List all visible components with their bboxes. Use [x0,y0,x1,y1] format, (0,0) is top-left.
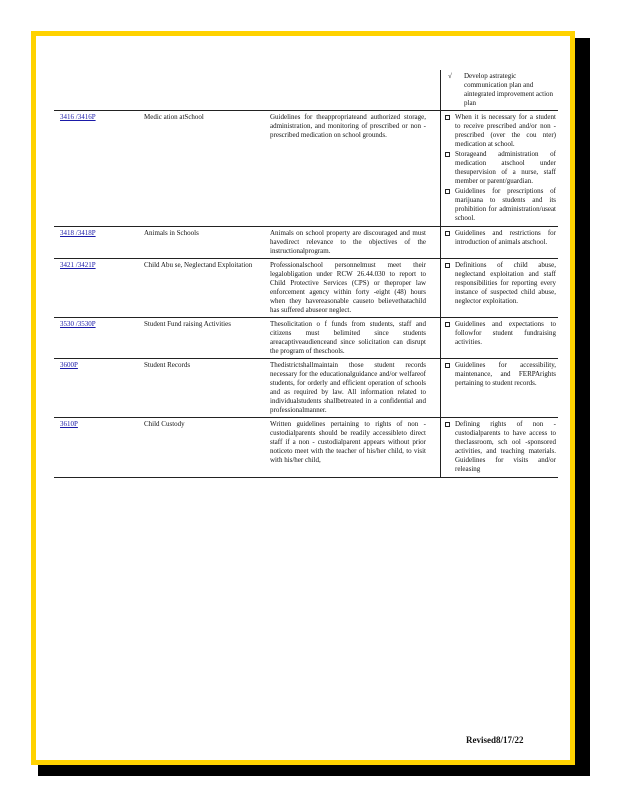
policy-description: Written guidelines pertaining to rights of non - custodialparents should be readily accessibleto direct staff if a non - custodialparent appears without prior noticeto meet with the teacher of his/her child, to visit with his/her child, [270,420,426,464]
table-row-continued [54,70,558,111]
policy-title: Student Fund raising Activities [144,320,231,328]
bullet-item: Guidelines and expectations to followfor student fundraising activities. [444,320,556,347]
policy-description: Thesolicitation o f funds from students, staff and citizens must belimited since students areacaptiveaudienceand since solicitation can disrupt the program of theschools. [270,320,426,355]
procedure-notes [440,359,558,417]
checklist [444,72,556,108]
procedure-notes [440,111,558,226]
bullet-item: Guidelines for prescriptions of marijuana to students and its prohibition for administration/useat school. [444,187,556,223]
table-row [54,111,558,227]
table-row [54,318,558,359]
check-mark-icon: √ [448,72,452,80]
table-row [54,359,558,418]
policy-title: Animals in Schools [144,229,199,237]
bullet-item: Defining rights of non - custodialparents to have access to theclassroom, sch ool -sponsored activities, and teaching materials. Guidelines for visits and/or releasing [444,420,556,474]
bullet-item: Definitions of child abuse, neglectand exploitation and staff responsibilities for reporting every instance of suspected child abuse, neglector exploitation. [444,261,556,306]
policy-description: Professionalschool personnelmust meet their legalobligation under RCW 26.44.030 to report to Child Protective Services (CPS) or theproper law enforcement agency within forty -eight (48) hours when they havereasonable causeto believethatachild has suffered abuseor neglect. [270,261,426,314]
table-row [54,418,558,478]
bullet-item: Storageand administration of medication atschool under thesupervision of a nurse, staff member or parent/guardian. [444,150,556,186]
bullet-item: Guidelines for accessibility, maintenance, and FERPArights pertaining to student records. [444,361,556,388]
table-row [54,227,558,259]
policy-code-link[interactable]: 3421 /3421P [60,261,96,269]
policy-description: Guidelines for theappropriateand authorized storage, administration, and monitoring of prescribed or non - prescribed medication on school grounds. [270,113,426,139]
revised-date: Revised8/17/22 [466,735,524,745]
policy-title: Child Abu se, Neglectand Exploitation [144,261,253,269]
bullet-list [444,261,556,306]
policy-code-link[interactable]: 3418 /3418P [60,229,96,237]
policy-code-link[interactable]: 3416 /3416P [60,113,96,121]
procedure-notes [440,418,558,477]
continued-checklist-cell [440,70,558,110]
bullet-list [444,320,556,347]
policy-rows [54,111,558,478]
procedure-notes [440,227,558,258]
procedure-notes [440,318,558,358]
bullet-list [444,229,556,247]
policy-description: Animals on school property are discouraged and must havedirect relevance to the objectives of the instructionalprogram. [270,229,426,255]
table-row [54,259,558,318]
policy-title: Medic ation atSchool [144,113,204,121]
bullet-list [444,361,556,388]
checklist-item: √ Develop astrategic communication plan and aintegrated improvement action plan [448,72,554,107]
policy-title: Student Records [144,361,191,369]
bullet-item: When it is necessary for a student to receive prescribed and/or non - prescribed (over the cou nter) medication at school. [444,113,556,149]
policy-code-link[interactable]: 3530 /3530P [60,320,96,328]
policy-title: Child Custody [144,420,185,428]
policy-table [54,70,558,478]
bullet-list [444,420,556,474]
bullet-list [444,113,556,223]
bullet-item: Guidelines and restrictions for introduction of animals atschool. [444,229,556,247]
policy-description: Thedistrictshallmaintain those student records necessary for the educationalguidance and/or welfareof students, for orderly and efficient operation of schools and as required by law. All information related to individualstudents shallbetreated in a confidential and professionalmanner. [270,361,426,414]
policy-code-link[interactable]: 3600P [60,361,78,369]
policy-code-link[interactable]: 3610P [60,420,78,428]
procedure-notes [440,259,558,317]
